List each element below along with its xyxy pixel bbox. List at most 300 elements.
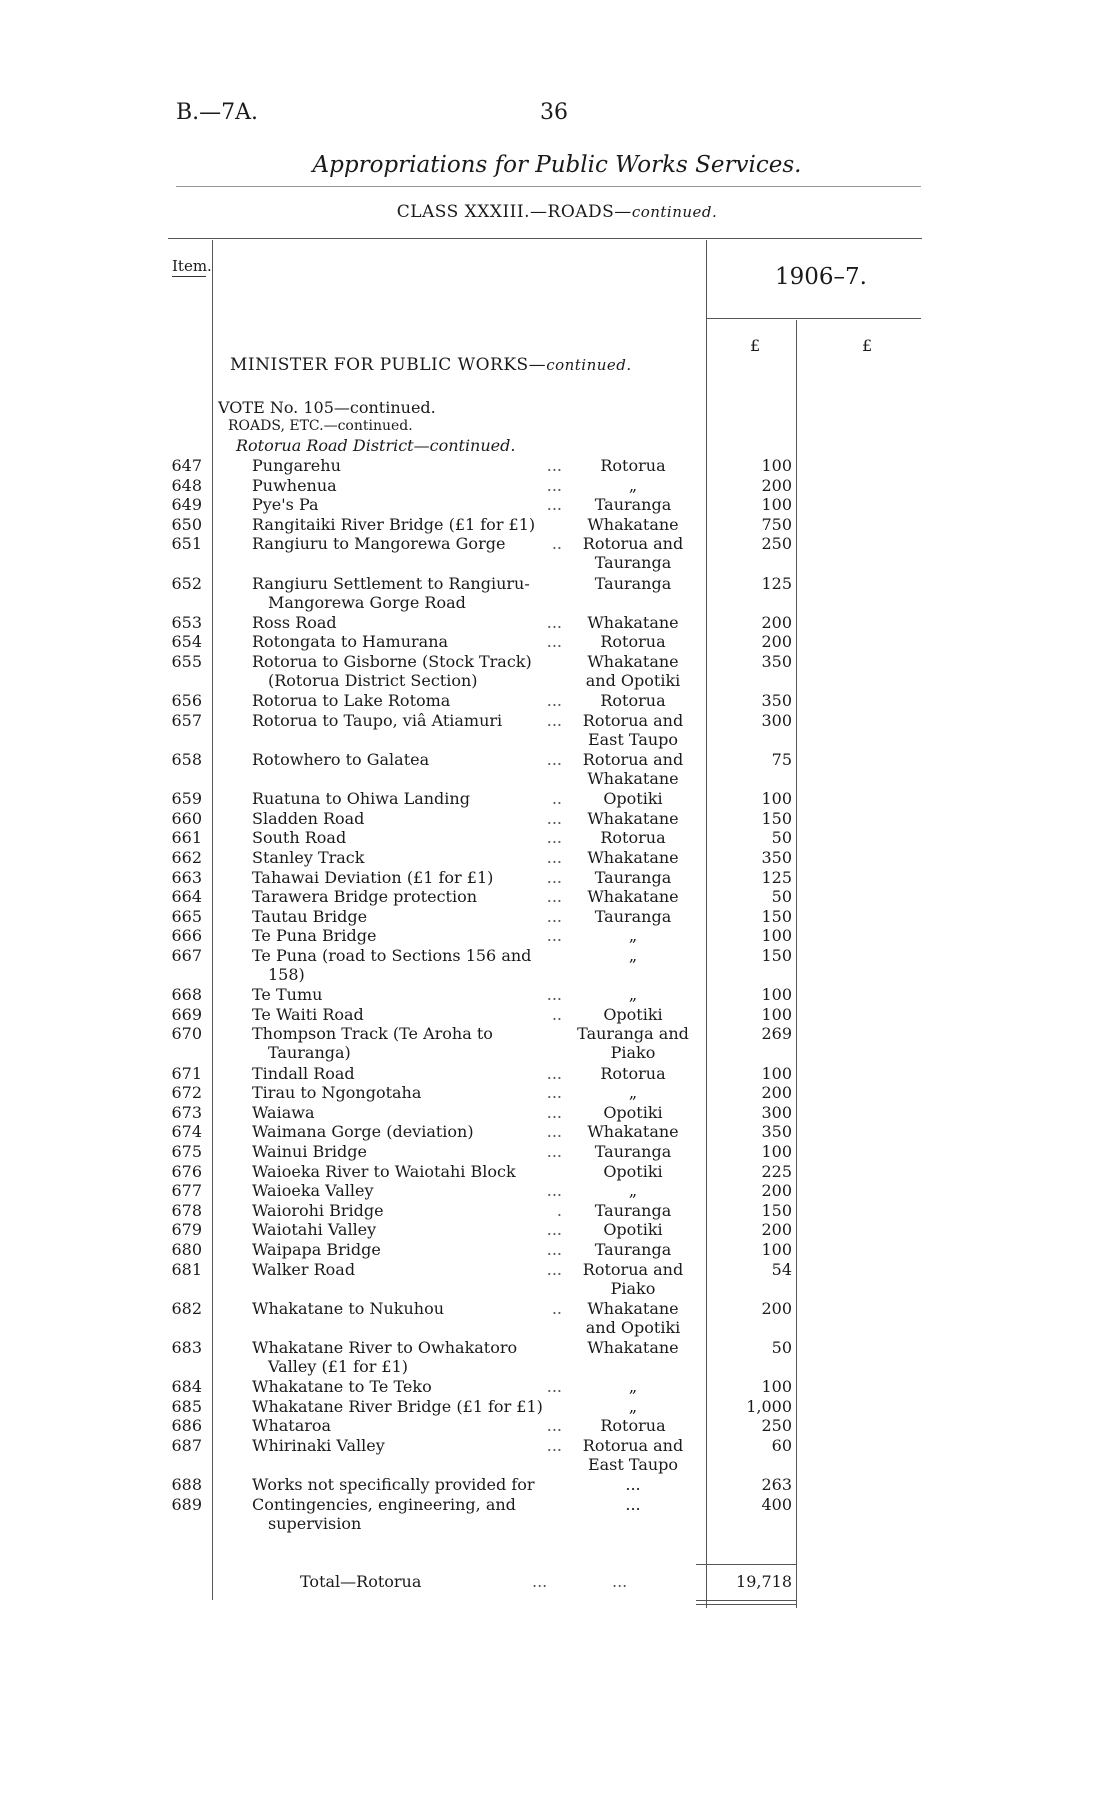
amount-cell: 350	[761, 1122, 792, 1142]
district-line: Whakatane	[587, 1338, 679, 1357]
leader-dots: ...	[546, 632, 562, 652]
item-description	[252, 1260, 562, 1279]
item-number: 672	[171, 1083, 202, 1103]
district-cell	[568, 476, 698, 495]
district-cell	[568, 1201, 698, 1220]
total-top-rule	[696, 1564, 796, 1565]
leader-dots: ...	[546, 710, 562, 730]
item-description	[252, 1005, 562, 1024]
description-line: Pungarehu	[252, 456, 341, 475]
item-number: 663	[171, 867, 202, 887]
amount-cell: 150	[761, 808, 792, 828]
item-number: 652	[171, 573, 202, 593]
leader-dots: ..	[551, 1004, 562, 1024]
district-line: East Taupo	[587, 1455, 679, 1474]
district-line: Rotorua and	[582, 1436, 684, 1455]
amount-cell: 100	[761, 789, 792, 809]
item-description	[252, 750, 562, 769]
description-line: Whakatane to Nukuhou	[252, 1298, 445, 1318]
district-cell	[568, 907, 698, 926]
leader-dots: ...	[546, 867, 562, 887]
item-number: 687	[171, 1436, 202, 1455]
item-description	[252, 1299, 562, 1318]
amount-cell: 100	[761, 926, 792, 946]
amount-cell: 150	[761, 946, 792, 965]
leader-dots: ...	[546, 848, 562, 867]
page-number: 36	[540, 100, 568, 125]
district-line: and Opotiki	[585, 1317, 681, 1337]
district-line: Whakatane	[587, 848, 679, 867]
district-line: Opotiki	[603, 1220, 663, 1240]
amount-cell: 300	[761, 1102, 792, 1122]
item-description	[252, 1338, 562, 1376]
district-cell	[568, 613, 698, 632]
description-line: Waimana Gorge (deviation)	[252, 1122, 474, 1142]
district-line: Rotorua	[600, 1063, 666, 1083]
roads-heading: ROADS, ETC.—continued.	[228, 418, 413, 434]
description-line: Whakatane to Te Teko	[252, 1377, 432, 1397]
district-cell	[568, 1475, 698, 1494]
amount-cell: 400	[761, 1494, 792, 1514]
amount-cell: 250	[761, 1416, 792, 1436]
district-line: Rotorua and	[582, 750, 684, 769]
item-description	[252, 848, 562, 867]
amount-cell: 269	[761, 1024, 792, 1044]
total-bottom-rule-2	[696, 1604, 796, 1605]
description-line: Te Puna Bridge	[252, 926, 377, 946]
year-column-header: 1906–7.	[775, 264, 867, 290]
page-title: Appropriations for Public Works Services.	[312, 152, 802, 178]
item-number: 664	[171, 887, 202, 907]
item-number: 656	[171, 691, 202, 711]
amount-cell: 350	[761, 848, 792, 867]
district-line: „	[628, 926, 638, 946]
description-line: Valley (£1 for £1)	[268, 1357, 409, 1376]
district-cell	[568, 1495, 698, 1514]
item-description	[252, 1201, 562, 1220]
total-leader-dots-2: ...	[612, 1572, 628, 1591]
leader-dots: ...	[546, 1259, 562, 1279]
district-cell	[568, 789, 698, 808]
item-description	[252, 1103, 562, 1122]
district-cell	[568, 632, 698, 651]
district-line: Whakatane	[587, 887, 679, 907]
leader-dots: ...	[546, 1083, 562, 1103]
description-line: (Rotorua District Section)	[268, 671, 478, 690]
district-line: ...	[625, 1494, 641, 1514]
district-line: „	[628, 946, 638, 965]
district-cell	[568, 1260, 698, 1298]
total-label: Total—Rotorua	[300, 1572, 422, 1591]
item-number: 680	[171, 1240, 202, 1259]
description-line: Puwhenua	[252, 475, 337, 495]
table-top-rule	[168, 238, 922, 239]
leader-dots: ...	[546, 926, 562, 946]
amount-column-rule	[796, 320, 797, 1608]
district-heading: Rotorua Road District—continued.	[236, 436, 516, 455]
district-line: Tauranga	[594, 867, 672, 887]
district-line: „	[628, 985, 638, 1005]
item-description	[252, 1436, 562, 1455]
leader-dots: ...	[546, 1436, 562, 1455]
item-description	[252, 907, 562, 926]
item-column-header: Item.	[172, 257, 212, 275]
amount-cell: 200	[761, 632, 792, 652]
description-line: supervision	[268, 1513, 362, 1533]
district-cell	[568, 711, 698, 749]
item-column-rule	[212, 240, 213, 1600]
item-description	[252, 691, 562, 710]
vote-heading: VOTE No. 105—continued.	[218, 398, 436, 417]
district-cell	[568, 1083, 698, 1102]
item-description	[252, 652, 562, 690]
amount-cell: 150	[761, 1200, 792, 1220]
district-line: Rotorua and	[582, 710, 684, 730]
amount-cell: 350	[761, 691, 792, 711]
amount-cell: 60	[771, 1436, 792, 1455]
district-cell	[568, 495, 698, 514]
district-cell	[568, 1181, 698, 1200]
district-line: Rotorua and	[582, 1259, 684, 1279]
item-number: 651	[171, 534, 202, 554]
item-number: 660	[171, 808, 202, 828]
district-cell	[568, 456, 698, 475]
item-description	[252, 1377, 562, 1396]
document-code: B.—7A.	[176, 100, 259, 125]
amount-cell: 200	[761, 612, 792, 632]
district-line: Whakatane	[587, 1298, 679, 1318]
item-number: 653	[171, 612, 202, 632]
item-description	[252, 534, 562, 553]
total-bottom-rule-1	[696, 1600, 796, 1601]
class-heading	[0, 202, 1114, 222]
item-description	[252, 1397, 562, 1416]
description-line: Whakatane River Bridge (£1 for £1)	[252, 1396, 543, 1416]
item-number: 657	[171, 710, 202, 730]
district-cell	[568, 1162, 698, 1181]
item-number: 678	[171, 1200, 202, 1220]
district-line: Whakatane	[587, 1122, 679, 1142]
description-line: Rotorua to Gisborne (Stock Track)	[252, 652, 532, 671]
district-cell	[568, 1240, 698, 1259]
item-description	[252, 926, 562, 945]
district-line: and Opotiki	[585, 671, 681, 690]
leader-dots: ..	[551, 534, 562, 554]
district-cell	[568, 926, 698, 945]
district-line: Piako	[610, 1043, 656, 1063]
district-cell	[568, 534, 698, 572]
amount-cell: 75	[771, 750, 792, 769]
district-cell	[568, 1338, 698, 1357]
leader-dots: ...	[546, 985, 562, 1005]
description-line: South Road	[252, 828, 347, 848]
description-line: Stanley Track	[252, 848, 365, 867]
item-number: 686	[171, 1416, 202, 1436]
description-line: Waiawa	[252, 1102, 315, 1122]
item-number: 684	[171, 1377, 202, 1397]
leader-dots: ..	[551, 789, 562, 809]
item-number: 647	[171, 456, 202, 475]
leader-dots: ...	[546, 1142, 562, 1161]
district-line: Opotiki	[603, 1102, 663, 1122]
item-number: 665	[171, 906, 202, 926]
item-description	[252, 1162, 562, 1181]
leader-dots: ...	[546, 475, 562, 495]
amount-cell: 100	[761, 1063, 792, 1083]
amount-cell: 125	[761, 573, 792, 593]
item-description	[252, 1495, 562, 1533]
amount-cell: 50	[771, 1338, 792, 1357]
district-cell	[568, 1103, 698, 1122]
district-line: Whakatane	[587, 808, 679, 828]
description-line: Thompson Track (Te Aroha to	[252, 1024, 493, 1044]
item-number: 679	[171, 1220, 202, 1240]
leader-dots: ...	[546, 1416, 562, 1436]
description-line: Tarawera Bridge protection	[252, 887, 478, 907]
item-number: 683	[171, 1338, 202, 1357]
item-description	[252, 1416, 562, 1435]
item-number: 669	[171, 1004, 202, 1024]
district-line: Tauranga	[594, 906, 672, 926]
amount-cell: 100	[761, 456, 792, 475]
description-line: Tirau to Ngongotaha	[252, 1083, 422, 1103]
leader-dots: ...	[546, 1181, 562, 1201]
item-number: 666	[171, 926, 202, 946]
leader-dots: ...	[546, 1122, 562, 1142]
item-description	[252, 1083, 562, 1102]
description-line: Waioeka Valley	[252, 1181, 374, 1201]
item-description	[252, 1240, 562, 1259]
district-line: Whakatane	[587, 652, 679, 671]
item-description	[252, 789, 562, 808]
item-description	[252, 515, 562, 534]
district-line: Rotorua	[600, 632, 666, 652]
total-amount: 19,718	[736, 1572, 792, 1591]
amount-cell: 125	[761, 867, 792, 887]
item-number: 661	[171, 828, 202, 848]
district-cell	[568, 1416, 698, 1435]
district-cell	[568, 574, 698, 593]
amount-cell: 200	[761, 475, 792, 495]
amount-cell: 54	[771, 1259, 792, 1279]
item-number: 667	[171, 946, 202, 965]
item-description	[252, 1181, 562, 1200]
district-line: Tauranga and	[577, 1024, 689, 1044]
item-number: 688	[171, 1475, 202, 1495]
item-description	[252, 887, 562, 906]
amount-cell: 200	[761, 1083, 792, 1103]
description-line: Waiotahi Valley	[252, 1220, 377, 1240]
item-description	[252, 1220, 562, 1239]
item-number: 668	[171, 985, 202, 1005]
district-cell	[568, 1024, 698, 1062]
district-cell	[568, 868, 698, 887]
description-line: 158)	[268, 965, 305, 984]
item-description	[252, 456, 562, 475]
district-line: Tauranga	[594, 1200, 672, 1220]
description-line: Whirinaki Valley	[252, 1436, 385, 1455]
minister-heading-cont: continued.	[546, 356, 632, 374]
amount-cell: 100	[761, 1377, 792, 1397]
description-line: Te Waiti Road	[252, 1004, 364, 1024]
description-line: Wainui Bridge	[252, 1142, 367, 1161]
district-cell	[568, 1397, 698, 1416]
leader-dots: ...	[546, 456, 562, 475]
item-number: 650	[171, 514, 202, 534]
district-line: Tauranga	[594, 1240, 672, 1259]
item-description	[252, 809, 562, 828]
description-line: Rotowhero to Galatea	[252, 750, 430, 769]
leader-dots: ..	[551, 1298, 562, 1318]
amount-cell: 750	[761, 514, 792, 534]
item-description	[252, 711, 562, 730]
district-line: „	[628, 1377, 638, 1397]
district-column-rule	[706, 240, 707, 1608]
amount-cell: 100	[761, 1240, 792, 1259]
amount-cell: 250	[761, 534, 792, 554]
item-description	[252, 946, 562, 984]
amount-cell: 50	[771, 887, 792, 907]
minister-heading-main: MINISTER FOR PUBLIC WORKS—	[230, 355, 547, 375]
item-number: 677	[171, 1181, 202, 1201]
district-line: „	[628, 1083, 638, 1103]
district-cell	[568, 985, 698, 1004]
description-line: Tautau Bridge	[252, 906, 368, 926]
district-cell	[568, 1299, 698, 1337]
description-line: Walker Road	[252, 1259, 356, 1279]
leader-dots: ...	[546, 750, 562, 769]
district-cell	[568, 828, 698, 847]
item-description	[252, 1475, 562, 1494]
district-line: Rotorua and	[582, 534, 684, 554]
description-line: Ross Road	[252, 612, 337, 632]
district-line: Opotiki	[603, 789, 663, 809]
district-line: Whakatane	[587, 769, 679, 788]
district-cell	[568, 1122, 698, 1141]
amount-cell: 100	[761, 1142, 792, 1161]
district-line: „	[628, 1396, 638, 1416]
item-number: 682	[171, 1298, 202, 1318]
item-number: 654	[171, 632, 202, 652]
description-line: Te Tumu	[252, 985, 323, 1005]
item-number: 648	[171, 475, 202, 495]
item-description	[252, 828, 562, 847]
item-description	[252, 613, 562, 632]
leader-dots: ...	[546, 1063, 562, 1083]
description-line: Contingencies, engineering, and	[252, 1494, 516, 1514]
district-cell	[568, 515, 698, 534]
district-cell	[568, 1377, 698, 1396]
amount-cell: 100	[761, 1004, 792, 1024]
district-line: Rotorua	[600, 456, 666, 475]
description-line: Sladden Road	[252, 808, 365, 828]
district-line: Opotiki	[603, 1004, 663, 1024]
leader-dots: ...	[546, 612, 562, 632]
class-heading-main: CLASS XXXIII.—ROADS—	[396, 202, 632, 222]
item-number: 658	[171, 750, 202, 769]
description-line: Tauranga)	[268, 1043, 351, 1063]
item-description	[252, 1142, 562, 1161]
district-line: Tauranga	[594, 495, 672, 515]
description-line: Pye's Pa	[252, 495, 319, 515]
total-leader-dots: ...	[532, 1572, 548, 1591]
leader-dots: ...	[546, 691, 562, 711]
district-cell	[568, 1064, 698, 1083]
district-line: Tauranga	[594, 573, 672, 593]
description-line: Whakatane River to Owhakatoro	[252, 1338, 518, 1357]
district-cell	[568, 1436, 698, 1474]
district-cell	[568, 809, 698, 828]
description-line: Te Puna (road to Sections 156 and	[252, 946, 532, 965]
item-number: 681	[171, 1259, 202, 1279]
district-cell	[568, 1005, 698, 1024]
description-line: Whataroa	[252, 1416, 332, 1436]
item-number: 671	[171, 1063, 202, 1083]
district-line: Tauranga	[594, 1142, 672, 1161]
item-number: 670	[171, 1024, 202, 1044]
item-number: 659	[171, 789, 202, 809]
district-cell	[568, 1142, 698, 1161]
item-description	[252, 1122, 562, 1141]
district-cell	[568, 691, 698, 710]
amount-cell: 200	[761, 1220, 792, 1240]
item-description	[252, 495, 562, 514]
item-number: 689	[171, 1494, 202, 1514]
leader-dots: ...	[546, 495, 562, 515]
currency-header-2: £	[862, 336, 873, 355]
item-header-underline	[172, 276, 206, 277]
item-number: 655	[171, 652, 202, 671]
district-line: East Taupo	[587, 729, 679, 749]
description-line: Waipapa Bridge	[252, 1240, 381, 1259]
leader-dots: ...	[546, 887, 562, 907]
district-cell	[568, 750, 698, 788]
amount-cell: 225	[761, 1161, 792, 1181]
district-cell	[568, 887, 698, 906]
amount-cell: 300	[761, 710, 792, 730]
district-cell	[568, 848, 698, 867]
leader-dots: ...	[546, 1377, 562, 1397]
leader-dots: ...	[546, 828, 562, 848]
description-line: Rangitaiki River Bridge (£1 for £1)	[252, 514, 536, 534]
description-line: Ruatuna to Ohiwa Landing	[252, 789, 470, 809]
description-line: Rangiuru to Mangorewa Gorge	[252, 534, 506, 554]
district-line: Whakatane	[587, 612, 679, 632]
description-line: Works not specifically provided for	[252, 1475, 535, 1495]
item-description	[252, 574, 562, 612]
item-number: 685	[171, 1396, 202, 1416]
district-line: Rotorua	[600, 828, 666, 848]
district-line: ...	[625, 1475, 641, 1495]
amount-cell: 200	[761, 1181, 792, 1201]
year-underline	[706, 318, 921, 319]
item-number: 662	[171, 848, 202, 867]
leader-dots: ...	[546, 1220, 562, 1240]
item-description	[252, 1064, 562, 1083]
amount-cell: 100	[761, 495, 792, 515]
description-line: Rotongata to Hamurana	[252, 632, 449, 652]
district-cell	[568, 652, 698, 690]
currency-header-1: £	[750, 336, 761, 355]
item-number: 675	[171, 1142, 202, 1161]
item-number: 676	[171, 1161, 202, 1181]
description-line: Tindall Road	[252, 1063, 355, 1083]
description-line: Waiorohi Bridge	[252, 1200, 384, 1220]
amount-cell: 263	[761, 1475, 792, 1495]
item-description	[252, 476, 562, 495]
item-number: 674	[171, 1122, 202, 1142]
item-description	[252, 632, 562, 651]
